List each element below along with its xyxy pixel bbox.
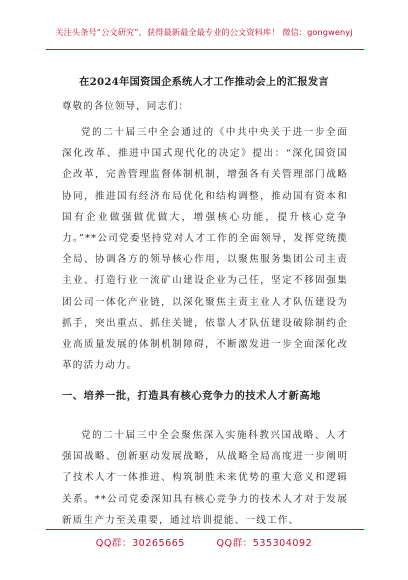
- section-heading-1: 一、培养一批，打造具有核心竞争力的技术人才新高地: [62, 390, 321, 402]
- salutation: 尊敬的各位领导，同志们：: [62, 101, 190, 112]
- paragraph-1: 党的二十届三中全会通过的《中共中央关于进一步全面深化改革、推进中国式现代化的决定》提出：“深化国资国企改革，完善管理监督体制机制，增强各有关管理部门战略协同，推进国有经济布局优化和结构调整，推动国有资本和国有企业做强做优做大，增强核心功能，提升核心竞争力。”**公司党委坚持党对人才工作的全面领导，发挥党统揽全局、协调各方的领导核心作用，以聚焦服务集团公司主责主业、打造行业一流矿山建设企业为己任，坚定不移固强集团公司一体化产业链，以深化聚焦主责主业人才队伍建设为抓手，突出重点、抓住关键，依靠人才队伍建设破除制约企业高质量发展的体制机制障碍，不断激发进一步全面深化改革的活力动力。: [62, 127, 348, 372]
- footer-qq-group-2: QQ群：535304092: [216, 538, 313, 549]
- footer: [0, 535, 408, 549]
- document-title: 在2024年国资国企系统人才工作推动会上的汇报发言: [79, 76, 329, 88]
- footer-divider: [46, 529, 364, 530]
- footer-qq-group-1: QQ群：30265665: [95, 538, 185, 549]
- paragraph-2: 党的二十届三中全会聚焦深入实施科教兴国战略、人才强国战略、创新驱动发展战略，从战略全局高度进一步阐明了技术人才一体推进、构筑制胜未来优势的重大意义和逻辑关系。**公司党委深知具有核心竞争力的技术人才对于发展新质生产力至关重要，通过培训提能、一线工作、: [62, 430, 348, 526]
- header-divider: [46, 49, 364, 50]
- header-notice: 关注头条号“公文研究”，获得最新最全最专业的公文资料库！ 微信：gongwenyj: [55, 27, 353, 37]
